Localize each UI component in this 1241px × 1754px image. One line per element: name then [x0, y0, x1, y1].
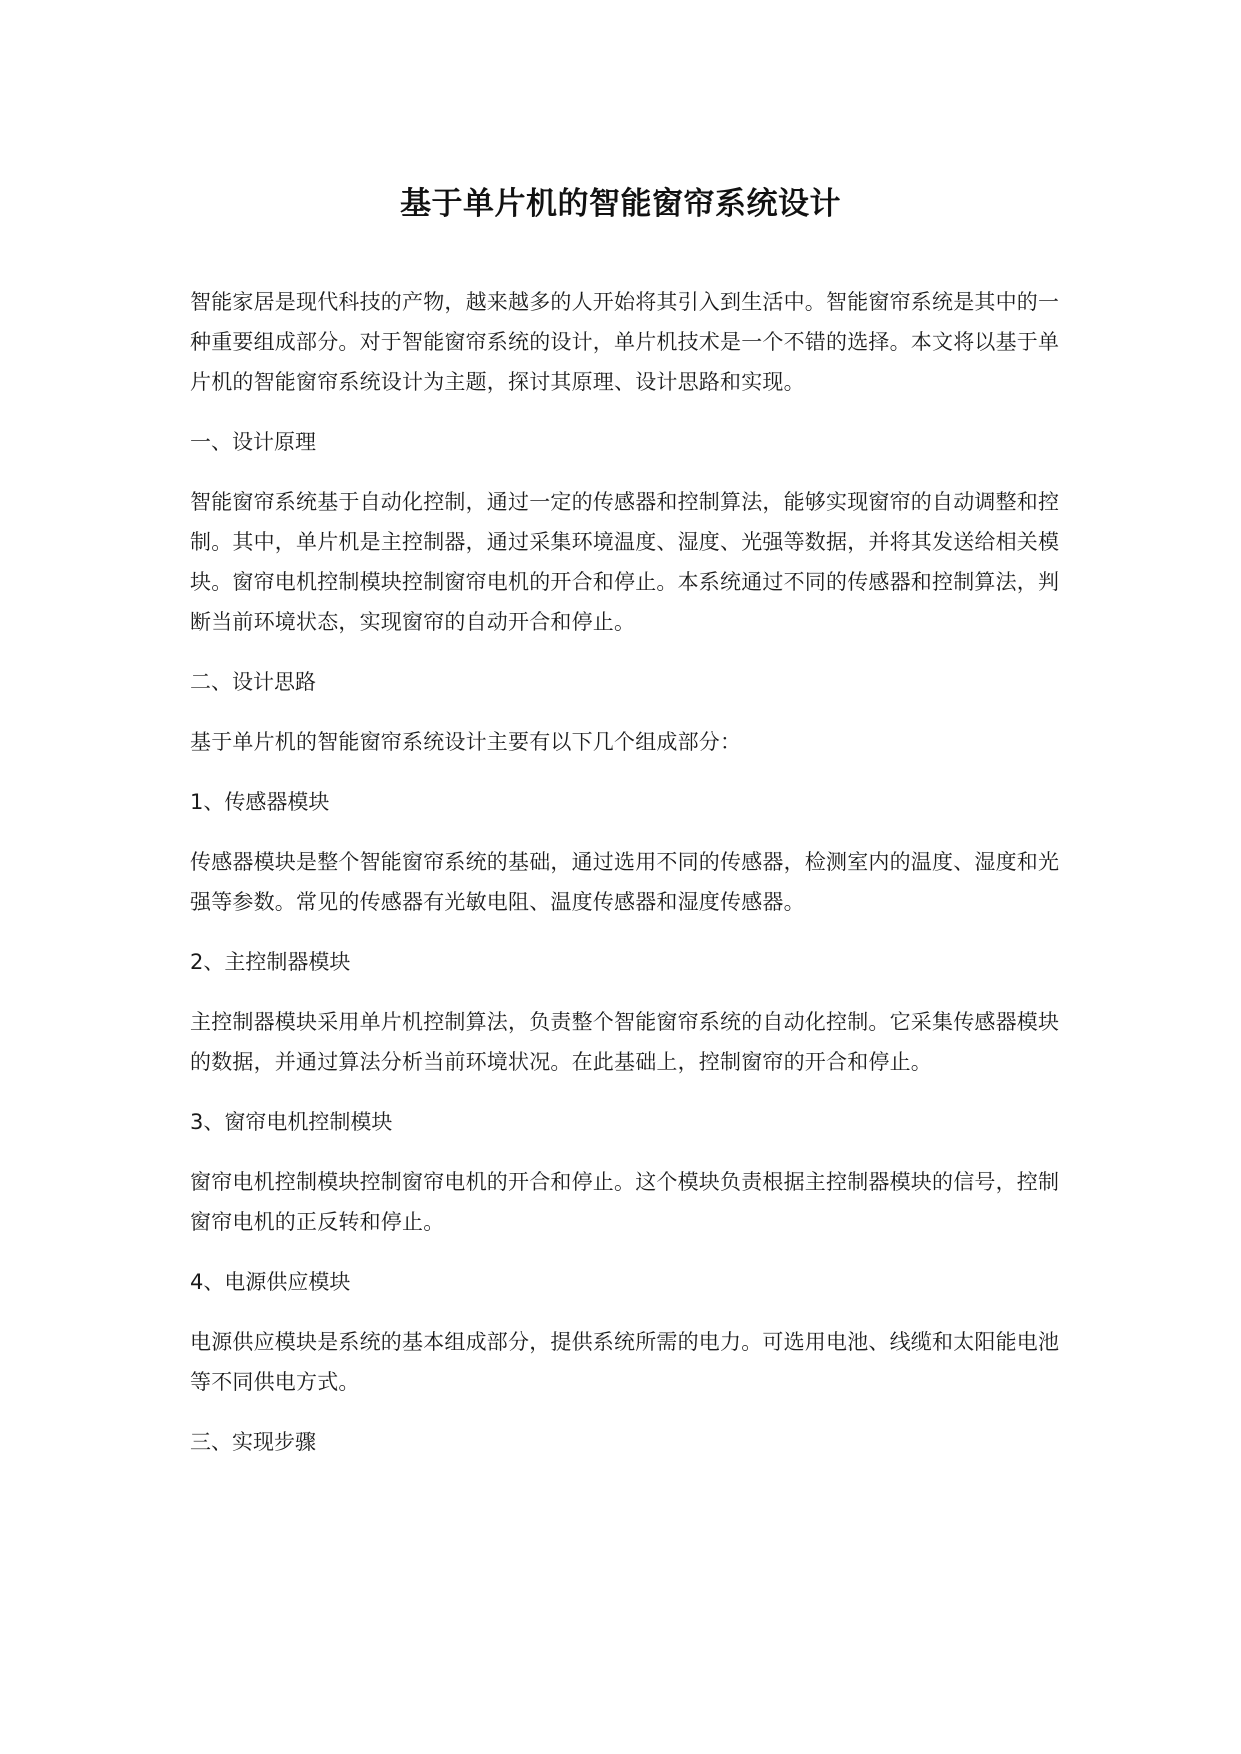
power-supply-paragraph: 电源供应模块是系统的基本组成部分，提供系统所需的电力。可选用电池、线缆和太阳能电池等不同供电方式。	[190, 1330, 1060, 1394]
subheading-sensor-module: 1、传感器模块	[190, 790, 330, 814]
intro-paragraph: 智能家居是现代科技的产物，越来越多的人开始将其引入到生活中。智能窗帘系统是其中的一种重要组成部分。对于智能窗帘系统的设计，单片机技术是一个不错的选择。本文将以基于单片机的智能窗帘系统设计为主题，探讨其原理、设计思路和实现。	[190, 290, 1060, 394]
subheading-motor-control-module: 3、窗帘电机控制模块	[190, 1110, 393, 1134]
motor-control-paragraph: 窗帘电机控制模块控制窗帘电机的开合和停止。这个模块负责根据主控制器模块的信号，控制窗帘电机的正反转和停止。	[190, 1170, 1060, 1234]
document-title: 基于单片机的智能窗帘系统设计	[400, 186, 841, 222]
main-controller-paragraph: 主控制器模块采用单片机控制算法，负责整个智能窗帘系统的自动化控制。它采集传感器模块的数据，并通过算法分析当前环境状况。在此基础上，控制窗帘的开合和停止。	[190, 1010, 1060, 1074]
subheading-main-controller-module: 2、主控制器模块	[190, 950, 351, 974]
section-heading-design-approach: 二、设计思路	[190, 670, 316, 694]
sensor-module-paragraph: 传感器模块是整个智能窗帘系统的基础，通过选用不同的传感器，检测室内的温度、湿度和光强等参数。常见的传感器有光敏电阻、温度传感器和湿度传感器。	[190, 850, 1060, 914]
document-body	[190, 282, 1060, 1482]
section-heading-implementation-steps: 三、实现步骤	[190, 1430, 316, 1454]
subheading-power-supply-module: 4、电源供应模块	[190, 1270, 351, 1294]
design-approach-paragraph: 基于单片机的智能窗帘系统设计主要有以下几个组成部分：	[190, 730, 742, 754]
design-principle-paragraph: 智能窗帘系统基于自动化控制，通过一定的传感器和控制算法，能够实现窗帘的自动调整和控制。其中，单片机是主控制器，通过采集环境温度、湿度、光强等数据，并将其发送给相关模块。窗帘电机控制模块控制窗帘电机的开合和停止。本系统通过不同的传感器和控制算法，判断当前环境状态，实现窗帘的自动开合和停止。	[190, 490, 1060, 634]
section-heading-design-principle: 一、设计原理	[190, 430, 316, 454]
